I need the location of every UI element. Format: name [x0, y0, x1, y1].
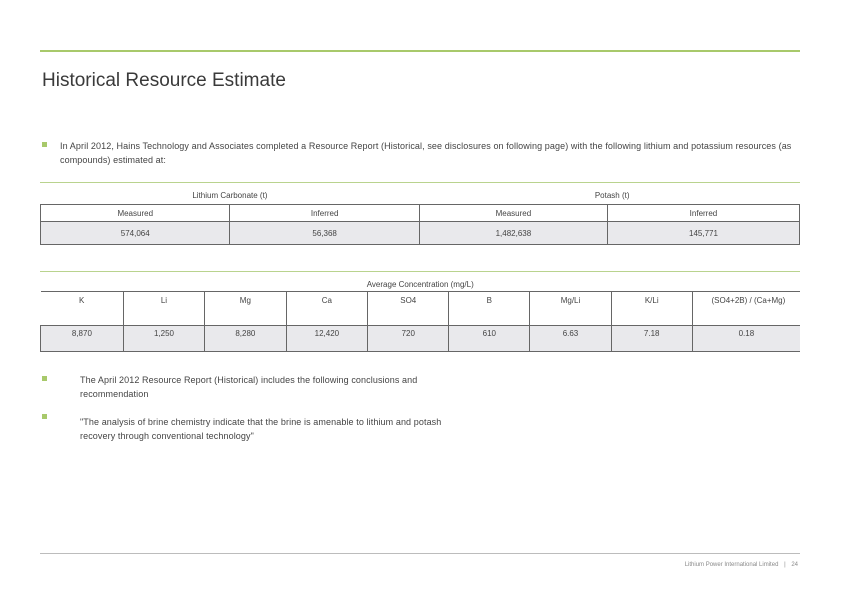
- concentration-table-title: Average Concentration (mg/L): [41, 277, 801, 292]
- table-cell: 8,870: [41, 326, 124, 352]
- resource-table: [40, 186, 800, 245]
- column-header: Inferred: [230, 205, 419, 222]
- column-header: K: [41, 292, 124, 326]
- group-header-potash: Potash (t): [419, 186, 799, 205]
- column-header: B: [449, 292, 530, 326]
- footer-company: Lithium Power International Limited: [684, 562, 779, 568]
- top-rule: [40, 50, 800, 52]
- column-header: Li: [123, 292, 204, 326]
- column-header: Measured: [419, 205, 607, 222]
- group-header-lithium-carbonate: Lithium Carbonate (t): [41, 186, 420, 205]
- column-header: Ca: [286, 292, 368, 326]
- table-cell: 6.63: [530, 326, 611, 352]
- table-cell: 7.18: [611, 326, 692, 352]
- table-cell: 56,368: [230, 222, 419, 245]
- table-cell: 145,771: [607, 222, 799, 245]
- bullet-text: "The analysis of brine chemistry indicate that the brine is amenable to lithium and potash recovery through conventional technology": [80, 417, 442, 441]
- bullet-square-icon: [42, 376, 47, 381]
- bullet-square-icon: [42, 142, 47, 147]
- table-cell: 1,482,638: [419, 222, 607, 245]
- table-divider-rule: [40, 271, 800, 272]
- table-cell: 12,420: [286, 326, 368, 352]
- column-header: Mg/Li: [530, 292, 611, 326]
- column-header: Measured: [41, 205, 230, 222]
- concentration-table: [40, 277, 800, 352]
- column-header: K/Li: [611, 292, 692, 326]
- intro-paragraph: In April 2012, Hains Technology and Associates completed a Resource Report (Historical, see disclosures on following page) with the following lithium and potassium resources (as compounds) estimated at:: [60, 141, 792, 165]
- page-title: Historical Resource Estimate: [42, 70, 286, 91]
- table-cell: 8,280: [205, 326, 286, 352]
- footer-separator: |: [784, 562, 786, 568]
- footer: [685, 562, 798, 568]
- column-header: (SO4+2B) / (Ca+Mg): [692, 292, 800, 326]
- table-cell: 1,250: [123, 326, 204, 352]
- column-header: Inferred: [607, 205, 799, 222]
- bullet-square-icon: [42, 414, 47, 419]
- column-header: SO4: [368, 292, 449, 326]
- table-cell: 720: [368, 326, 449, 352]
- table-cell: 0.18: [692, 326, 800, 352]
- table-cell: 610: [449, 326, 530, 352]
- table-top-rule: [40, 182, 800, 183]
- footer-rule: [40, 553, 800, 554]
- bullet-text: The April 2012 Resource Report (Historical) includes the following conclusions and recommendation: [80, 375, 418, 399]
- footer-page-number: 24: [791, 562, 798, 568]
- column-header: Mg: [205, 292, 286, 326]
- table-cell: 574,064: [41, 222, 230, 245]
